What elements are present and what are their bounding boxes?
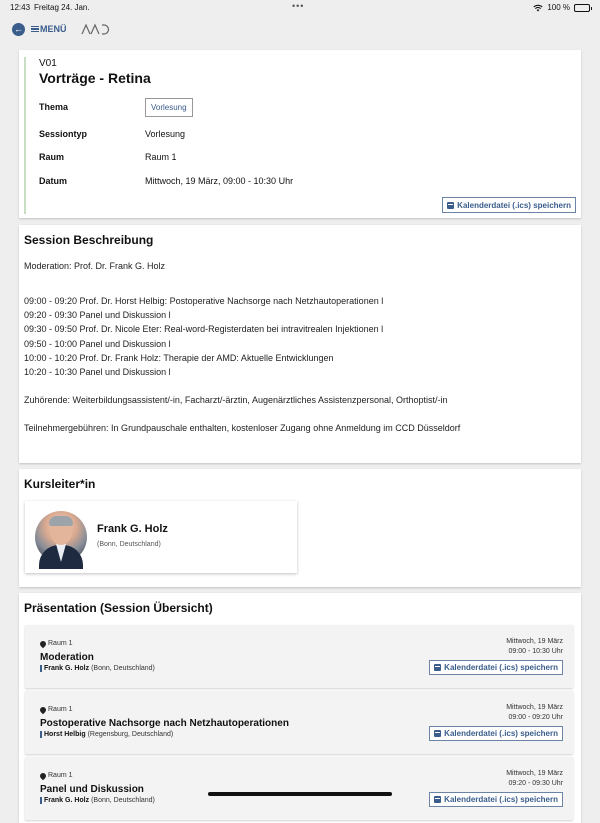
presentation-speaker[interactable]: Horst Helbig (Regensburg, Deutschland) bbox=[40, 731, 173, 738]
description-card bbox=[19, 225, 581, 463]
presentation-card bbox=[19, 593, 581, 823]
accent-bar bbox=[24, 57, 26, 214]
sessiontyp-value: Vorlesung bbox=[145, 129, 186, 139]
presentation-item[interactable] bbox=[25, 625, 573, 688]
save-ics-button[interactable]: Kalenderdatei (.ics) speichern bbox=[429, 660, 563, 675]
status-date: Freitag 24. Jan. bbox=[34, 3, 90, 12]
session-card bbox=[19, 50, 581, 218]
presentation-item-title: Postoperative Nachsorge nach Netzhautoperationen bbox=[40, 718, 289, 729]
leader-section-title: Kursleiter*in bbox=[24, 477, 96, 491]
datum-value: Mittwoch, 19 März, 09:00 - 10:30 Uhr bbox=[145, 176, 294, 186]
room-label: Raum 1 bbox=[40, 640, 73, 647]
presentation-item[interactable] bbox=[25, 757, 573, 820]
save-ics-button[interactable] bbox=[442, 197, 576, 213]
leader-name: Frank G. Holz bbox=[97, 523, 168, 535]
wifi-icon bbox=[533, 4, 543, 12]
description-line: 09:20 - 09:30 Panel und Diskussion l bbox=[24, 310, 171, 320]
location-pin-icon bbox=[39, 639, 47, 647]
description-line: 10:20 - 10:30 Panel und Diskussion l bbox=[24, 367, 171, 377]
save-ics-button[interactable]: Kalenderdatei (.ics) speichern bbox=[429, 792, 563, 807]
description-line: Moderation: Prof. Dr. Frank G. Holz bbox=[24, 261, 166, 271]
calendar-icon bbox=[434, 730, 441, 737]
aad-logo-icon bbox=[81, 23, 111, 35]
description-line: 09:50 - 10:00 Panel und Diskussion l bbox=[24, 339, 171, 349]
presentation-date: Mittwoch, 19 März bbox=[506, 704, 563, 711]
description-line: Teilnehmergebühren: In Grundpauschale enthalten, kostenloser Zugang ohne Anmeldung im CCD Düsseldorf bbox=[24, 423, 461, 433]
menu-label: MENÜ bbox=[40, 24, 67, 34]
thema-label: Thema bbox=[39, 102, 69, 112]
save-ics-button[interactable]: Kalenderdatei (.ics) speichern bbox=[429, 726, 563, 741]
save-ics-label: Kalenderdatei (.ics) speichern bbox=[457, 200, 571, 210]
presentation-date: Mittwoch, 19 März bbox=[506, 638, 563, 645]
description-line: 09:30 - 09:50 Prof. Dr. Nicole Eter: Real-word-Registerdaten bei intravitrealen Injektionen l bbox=[24, 324, 384, 334]
leader-profile[interactable] bbox=[25, 501, 297, 573]
room-label: Raum 1 bbox=[40, 706, 73, 713]
status-right bbox=[533, 3, 590, 12]
back-arrow-icon[interactable]: ← bbox=[14, 23, 23, 34]
session-title: Vorträge - Retina bbox=[39, 70, 151, 86]
location-pin-icon bbox=[39, 705, 47, 713]
session-code: V01 bbox=[39, 58, 57, 69]
menu-button[interactable] bbox=[31, 24, 67, 34]
presentation-date: Mittwoch, 19 März bbox=[506, 770, 563, 777]
presentation-item-title: Panel und Diskussion bbox=[40, 784, 144, 795]
description-line: Zuhörende: Weiterbildungsassistent/-in, Facharzt/-ärztin, Augenärztliches Assistenzpersonal, Orthoptist/-in bbox=[24, 395, 448, 405]
presentation-time: 09:00 - 10:30 Uhr bbox=[508, 648, 563, 655]
calendar-icon bbox=[434, 796, 441, 803]
description-title: Session Beschreibung bbox=[24, 233, 154, 247]
status-bar bbox=[0, 0, 600, 14]
multitask-dots-icon[interactable]: ••• bbox=[292, 1, 305, 11]
presentation-time: 09:00 - 09:20 Uhr bbox=[508, 714, 563, 721]
battery-percent: 100 % bbox=[547, 3, 570, 12]
presentation-title: Präsentation (Session Übersicht) bbox=[24, 601, 213, 615]
battery-icon bbox=[574, 4, 590, 12]
presentation-item[interactable] bbox=[25, 691, 573, 754]
description-line: 10:00 - 10:20 Prof. Dr. Frank Holz: Therapie der AMD: Aktuelle Entwicklungen bbox=[24, 353, 334, 363]
leader-card bbox=[19, 469, 581, 587]
presentation-speaker[interactable]: Frank G. Holz (Bonn, Deutschland) bbox=[40, 797, 155, 804]
home-indicator[interactable] bbox=[208, 792, 392, 796]
nav-bar bbox=[12, 18, 111, 40]
raum-value: Raum 1 bbox=[145, 152, 177, 162]
description-line: 09:00 - 09:20 Prof. Dr. Horst Helbig: Postoperative Nachsorge nach Netzhautoperationen l bbox=[24, 296, 384, 306]
presentation-speaker[interactable]: Frank G. Holz (Bonn, Deutschland) bbox=[40, 665, 155, 672]
calendar-icon bbox=[447, 202, 454, 209]
raum-label: Raum bbox=[39, 152, 65, 162]
thema-tag[interactable]: Vorlesung bbox=[145, 98, 193, 117]
sessiontyp-label: Sessiontyp bbox=[39, 129, 88, 139]
hamburger-icon bbox=[31, 24, 39, 34]
datum-label: Datum bbox=[39, 176, 68, 186]
location-pin-icon bbox=[39, 771, 47, 779]
avatar bbox=[35, 511, 87, 563]
leader-location: (Bonn, Deutschland) bbox=[97, 541, 161, 548]
presentation-time: 09:20 - 09:30 Uhr bbox=[508, 780, 563, 787]
status-time: 12:43 bbox=[10, 3, 31, 12]
room-label: Raum 1 bbox=[40, 772, 73, 779]
calendar-icon bbox=[434, 664, 441, 671]
presentation-item-title: Moderation bbox=[40, 652, 94, 663]
